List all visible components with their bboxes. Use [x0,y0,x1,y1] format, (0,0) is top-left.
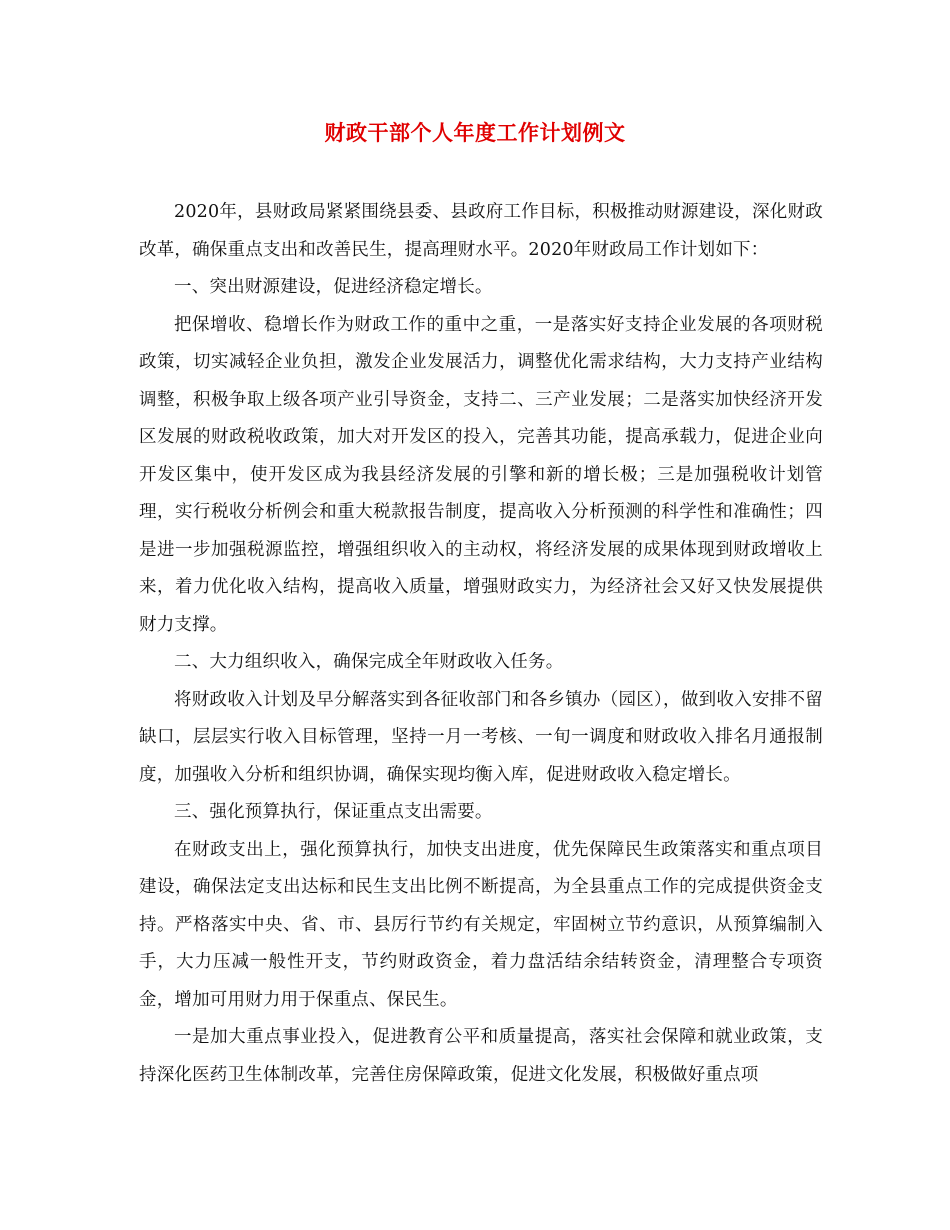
paragraph-section-3: 在财政支出上，强化预算执行，加快支出进度，优先保障民生政策落实和重点项目建设，确保法定支出达标和民生支出比例不断提高，为全县重点工作的完成提供资金支持。严格落实中央、省、市、县厉行节约有关规定，牢固树立节约意识，从预算编制入手，大力压减一般性开支，节约财政资金，着力盘活结余结转资金，清理整合专项资金，增加可用财力用于保重点、保民生。 [139,839,823,1010]
document-title: 财政干部个人年度工作计划例文 [324,120,626,145]
document-body [139,194,823,1094]
section-heading-3: 三、强化预算执行，保证重点支出需要。 [174,802,493,822]
section-heading-1: 一、突出财源建设，促进经济稳定增长。 [174,277,493,297]
paragraph-section-3-continued: 一是加大重点事业投入，促进教育公平和质量提高，落实社会保障和就业政策，支持深化医药卫生体制改革，完善住房保障政策，促进文化发展，积极做好重点项 [139,1027,823,1085]
paragraph-intro: 2020年，县财政局紧紧围绕县委、县政府工作目标，积极推动财源建设，深化财政改革，确保重点支出和改善民生，提高理财水平。2020年财政局工作计划如下： [139,202,823,260]
paragraph-section-1: 把保增收、稳增长作为财政工作的重中之重，一是落实好支持企业发展的各项财税政策，切实减轻企业负担，激发企业发展活力，调整优化需求结构，大力支持产业结构调整，积极争取上级各项产业引导资金，支持二、三产业发展；二是落实加快经济开发区发展的财政税收政策，加大对开发区的投入，完善其功能，提高承载力，促进企业向开发区集中，使开发区成为我县经济发展的引擎和新的增长极；三是加强税收计划管理，实行税收分析例会和重大税款报告制度，提高收入分析预测的科学性和准确性；四是进一步加强税源监控，增强组织收入的主动权，将经济发展的成果体现到财政增收上来，着力优化收入结构，提高收入质量，增强财政实力，为经济社会又好又快发展提供财力支撑。 [139,314,823,635]
section-heading-2: 二、大力组织收入，确保完成全年财政收入任务。 [174,652,564,672]
paragraph-section-2: 将财政收入计划及早分解落实到各征收部门和各乡镇办（园区），做到收入安排不留缺口，层层实行收入目标管理，坚持一月一考核、一旬一调度和财政收入排名月通报制度，加强收入分析和组织协调，确保实现均衡入库，促进财政收入稳定增长。 [139,689,823,785]
